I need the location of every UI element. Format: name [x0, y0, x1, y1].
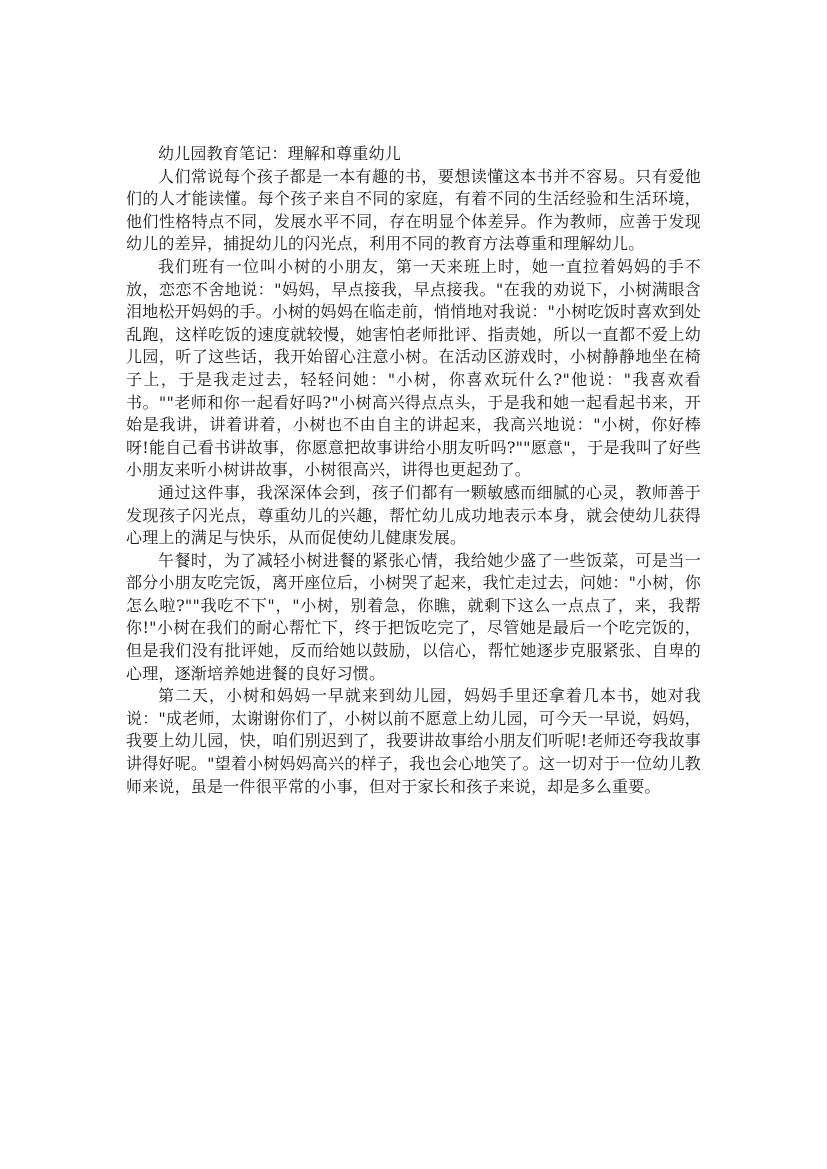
document-body [126, 143, 701, 798]
paragraph-reflection: 通过这件事，我深深体会到，孩子们都有一颗敏感而细腻的心灵，教师善于发现孩子闪光点，尊重幼儿的兴趣，帮忙幼儿成功地表示本身，就会使幼儿获得心理上的满足与快乐，从而促使幼儿健康发展。 [126, 482, 701, 548]
paragraph-next-day: 第二天，小树和妈妈一早就来到幼儿园，妈妈手里还拿着几本书，她对我说："成老师，太谢谢你们了，小树以前不愿意上幼儿园，可今天一早说，妈妈，我要上幼儿园，快，咱们别迟到了，我要讲故事给小朋友们听呢!老师还夸我故事讲得好呢。"望着小树妈妈高兴的样子，我也会心地笑了。这一切对于一位幼儿教师来说，虽是一件很平常的小事，但对于家长和孩子来说，却是多么重要。 [126, 686, 701, 796]
paragraph-xiaoshu-story: 我们班有一位叫小树的小朋友，第一天来班上时，她一直拉着妈妈的手不放，恋恋不舍地说："妈妈，早点接我，早点接我。"在我的劝说下，小树满眼含泪地松开妈妈的手。小树的妈妈在临走前，悄悄地对我说："小树吃饭时喜欢到处乱跑，这样吃饭的速度就较慢，她害怕老师批评、指责她，所以一直都不爱上幼儿园，听了这些话，我开始留心注意小树。在活动区游戏时，小树静静地坐在椅子上，于是我走过去，轻轻问她："小树，你喜欢玩什么?"他说："我喜欢看书。""老师和你一起看好吗?"小树高兴得点点头，于是我和她一起看起书来，开始是我讲，讲着讲着，小树也不由自主的讲起来，我高兴地说："小树，你好棒呀!能自己看书讲故事，你愿意把故事讲给小朋友听吗?""愿意"，于是我叫了好些小朋友来听小树讲故事，小树很高兴，讲得也更起劲了。 [126, 256, 701, 480]
paragraph-intro: 人们常说每个孩子都是一本有趣的书，要想读懂这本书并不容易。只有爱他们的人才能读懂。每个孩子来自不同的家庭，有着不同的生活经验和生活环境，他们性格特点不同，发展水平不同，存在明显个体差异。作为教师，应善于发现幼儿的差异，捕捉幼儿的闪光点，利用不同的教育方法尊重和理解幼儿。 [126, 166, 701, 254]
document-title: 幼儿园教育笔记：理解和尊重幼儿 [158, 144, 402, 163]
paragraph-lunch: 午餐时，为了减轻小树进餐的紧张心情，我给她少盛了一些饭菜，可是当一部分小朋友吃完饭，离开座位后，小树哭了起来，我忙走过去，问她："小树，你怎么啦?""我吃不下"，"小树，别着急，你瞧，就剩下这么一点点了，来，我帮你!"小树在我们的耐心帮忙下，终于把饭吃完了，尽管她是最后一个吃完饭的，但是我们没有批评她，反而给她以鼓励，以信心，帮忙她逐步克服紧张、自卑的心理，逐渐培养她进餐的良好习惯。 [126, 550, 701, 683]
